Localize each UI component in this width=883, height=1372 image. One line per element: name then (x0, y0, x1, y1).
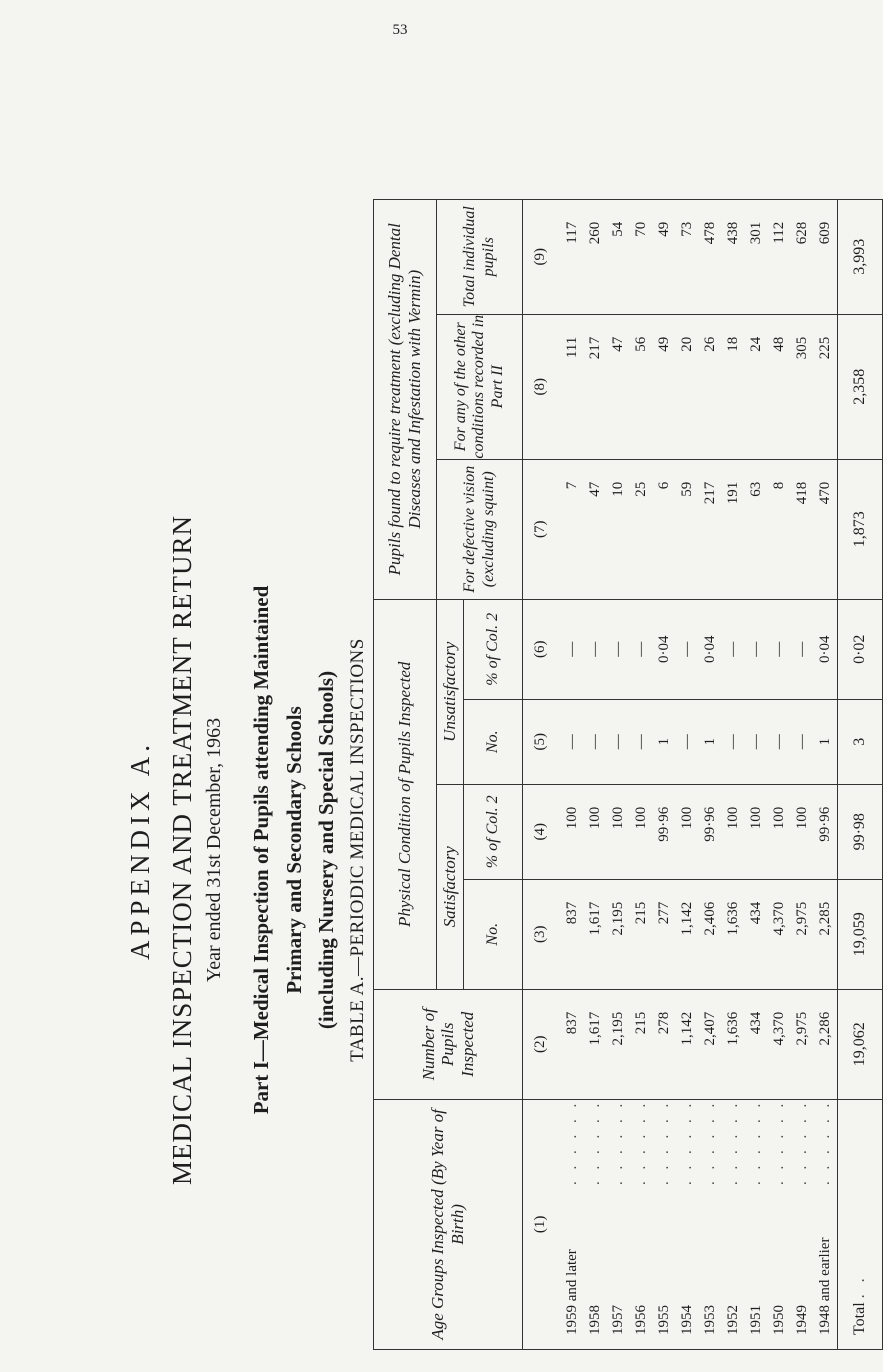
table-cell-total: 609 (817, 221, 833, 245)
other-column (557, 314, 838, 459)
table-cell-unsat-no: — (564, 734, 580, 750)
leader-dots: . . . . . . (587, 1099, 603, 1185)
total-sat-pct: 99·98 (838, 784, 883, 879)
table-cell-sat-no: 2,285 (817, 901, 833, 936)
table-cell-total: 49 (656, 221, 672, 237)
header-physical-condition: Physical Condition of Pupils Inspected (374, 599, 437, 989)
table-cell-total: 54 (610, 221, 626, 237)
sat-no-column (557, 879, 838, 989)
table-cell-total: 117 (564, 221, 580, 244)
leader-dots: . . . . . . (702, 1099, 718, 1185)
table-cell-sat-pct: 100 (610, 806, 626, 830)
total-inspected: 19,062 (838, 989, 883, 1099)
table-cell-vision: 8 (771, 481, 787, 490)
age-group-label: 1952 (725, 1305, 741, 1335)
rotated-sheet (25, 40, 868, 1350)
table-cell-inspected: 2,407 (702, 1011, 718, 1046)
table-cell-unsat-no: — (610, 734, 626, 750)
total-sat-no: 19,059 (838, 879, 883, 989)
age-group-label: 1953 (702, 1305, 718, 1335)
table-cell-vision: 47 (587, 481, 603, 497)
column-number: (3) (523, 879, 558, 989)
table-cell-other: 225 (817, 336, 833, 360)
table-cell-unsat-pct: — (748, 641, 764, 657)
table-cell-vision: 63 (748, 481, 764, 497)
table-cell-sat-no: 837 (564, 901, 580, 925)
table-cell-unsat-pct: 0·04 (702, 635, 718, 663)
age-group-label: 1948 and earlier (817, 1237, 833, 1335)
table-cell-unsat-no: — (587, 734, 603, 750)
table-cell-vision: 6 (656, 481, 672, 490)
total-dots: . . (851, 1274, 868, 1299)
header-sat-no: No. (464, 879, 523, 989)
table-cell-inspected: 215 (633, 1011, 649, 1035)
total-row (838, 199, 883, 1349)
table-cell-age (814, 1100, 837, 1349)
table-cell-sat-pct: 100 (771, 806, 787, 830)
table-cell-other: 26 (702, 336, 718, 352)
table-cell-unsat-no: — (794, 734, 810, 750)
table-cell-unsat-no: — (633, 734, 649, 750)
column-number: (7) (523, 459, 558, 599)
column-number: (5) (523, 699, 558, 784)
table-cell-unsat-no: — (725, 734, 741, 750)
age-group-list (557, 1100, 837, 1349)
table-cell-total: 112 (771, 221, 787, 244)
table-cell-other: 305 (794, 336, 810, 360)
table-cell-sat-no: 1,636 (725, 901, 741, 936)
table-cell-sat-no: 1,617 (587, 901, 603, 936)
table-cell-inspected: 2,195 (610, 1011, 626, 1046)
table-cell-vision: 7 (564, 481, 580, 490)
table-cell-total: 438 (725, 221, 741, 245)
header-pupils-found: Pupils found to require treatment (excluding Dental Diseases and Infestation with Vermin) (374, 199, 437, 599)
column-number: (2) (523, 989, 558, 1099)
column-number: (6) (523, 599, 558, 699)
table-cell-age (791, 1100, 814, 1349)
header-other-conditions: For any of the other conditions recorded in Part II (437, 314, 523, 459)
table-cell-unsat-no: 1 (702, 738, 718, 746)
header-defective-vision: For defective vision (excluding squint) (437, 459, 523, 599)
part-title: Part I—Medical Inspection of Pupils attending Maintained (249, 585, 273, 1115)
unsat-no-list (557, 700, 837, 784)
table-cell-unsat-pct: — (679, 641, 695, 657)
leader-dots: . . . . . . (794, 1099, 810, 1185)
part-subtitle: Primary and Secondary Schools (282, 706, 306, 994)
table-cell-vision: 470 (817, 481, 833, 505)
column-number: (8) (523, 314, 558, 459)
table-cell-inspected: 4,370 (771, 1011, 787, 1046)
table-cell-total: 478 (702, 221, 718, 245)
unsat-pct-list (557, 600, 837, 699)
table-cell-age (722, 1100, 745, 1349)
age-group-column (557, 1099, 838, 1349)
age-group-label: 1956 (633, 1305, 649, 1335)
table-cell-total: 301 (748, 221, 764, 245)
total-other: 2,358 (838, 314, 883, 459)
header-age-groups: Age Groups Inspected (By Year of Birth) (374, 1099, 523, 1349)
table-cell-other: 217 (587, 336, 603, 360)
header-satisfactory: Satisfactory (437, 784, 464, 989)
table-cell-unsat-no: — (748, 734, 764, 750)
total-column (557, 199, 838, 314)
leader-dots: . . . . . . (748, 1099, 764, 1185)
column-number-row (523, 199, 558, 1349)
table-cell-other: 20 (679, 336, 695, 352)
table-cell-unsat-pct: — (725, 641, 741, 657)
table-cell-age (584, 1100, 607, 1349)
table-cell-age (676, 1100, 699, 1349)
age-group-label: 1958 (587, 1305, 603, 1335)
leader-dots: . . . . . . (656, 1099, 672, 1185)
table-cell-sat-no: 2,195 (610, 901, 626, 936)
table-cell-inspected: 2,975 (794, 1011, 810, 1046)
sat-no-list (557, 880, 837, 989)
table-cell-inspected: 278 (656, 1011, 672, 1035)
header-sat-pct: % of Col. 2 (464, 784, 523, 879)
column-number: (9) (523, 199, 558, 314)
header-unsatisfactory: Unsatisfactory (437, 599, 464, 784)
table-cell-sat-no: 215 (633, 901, 649, 925)
table-cell-total: 70 (633, 221, 649, 237)
table-cell-other: 49 (656, 336, 672, 352)
table-cell-other: 56 (633, 336, 649, 352)
table-cell-sat-pct: 100 (633, 806, 649, 830)
column-number: (4) (523, 784, 558, 879)
table-cell-vision: 10 (610, 481, 626, 497)
header-total-individual: Total individual pupils (437, 199, 523, 314)
table-cell-age (607, 1100, 630, 1349)
appendix-heading: APPENDIX A. (125, 739, 155, 961)
table-cell-inspected: 2,286 (817, 1011, 833, 1046)
table-cell-vision: 418 (794, 481, 810, 505)
table-cell-total: 73 (679, 221, 695, 237)
part-subtitle-schools: (including Nursery and Special Schools) (314, 670, 338, 1030)
inspected-list (557, 990, 837, 1099)
age-group-label: 1959 and later (564, 1249, 580, 1335)
sat-pct-list (557, 785, 837, 879)
table-cell-inspected: 434 (748, 1011, 764, 1035)
age-group-label: 1957 (610, 1305, 626, 1335)
table-cell-unsat-pct: — (587, 641, 603, 657)
table-cell-sat-pct: 99·96 (656, 806, 672, 842)
table-cell-other: 48 (771, 336, 787, 352)
table-cell-unsat-pct: — (633, 641, 649, 657)
table-cell-sat-pct: 99·96 (817, 806, 833, 842)
table-cell-sat-no: 4,370 (771, 901, 787, 936)
table-cell-other: 111 (564, 336, 580, 359)
other-list (557, 315, 837, 459)
page-number: 53 (392, 22, 408, 38)
vision-column (557, 459, 838, 599)
sat-pct-column (557, 784, 838, 879)
total-vision: 1,873 (838, 459, 883, 599)
total-list (557, 200, 837, 314)
column-number: (1) (523, 1099, 558, 1349)
table-cell-total: 260 (587, 221, 603, 245)
table-cell-sat-pct: 100 (725, 806, 741, 830)
table-cell-inspected: 837 (564, 1011, 580, 1035)
unsat-pct-column (557, 599, 838, 699)
table-cell-vision: 59 (679, 481, 695, 497)
table-cell-unsat-no: 1 (656, 738, 672, 746)
table-cell-inspected: 1,142 (679, 1011, 695, 1046)
total-unsat-no: 3 (838, 699, 883, 784)
age-group-label: 1951 (748, 1305, 764, 1335)
main-title: MEDICAL INSPECTION AND TREATMENT RETURN (167, 515, 197, 1186)
table-cell-age (630, 1100, 653, 1349)
table-cell-age (745, 1100, 768, 1349)
table-cell-sat-no: 434 (748, 901, 764, 925)
table-cell-sat-pct: 100 (564, 806, 580, 830)
table-cell-sat-pct: 100 (587, 806, 603, 830)
table-title: TABLE A.—PERIODIC MEDICAL INSPECTIONS (347, 638, 368, 1062)
table-cell-other: 18 (725, 336, 741, 352)
table-cell-sat-pct: 100 (679, 806, 695, 830)
inspected-column (557, 989, 838, 1099)
header-unsat-pct: % of Col. 2 (464, 599, 523, 699)
table-cell-sat-pct: 100 (794, 806, 810, 830)
table-cell-total: 628 (794, 221, 810, 245)
table-cell-unsat-pct: 0·04 (817, 635, 833, 663)
leader-dots: . . . . . . (817, 1099, 833, 1185)
age-group-label: 1954 (679, 1305, 695, 1335)
table-cell-sat-no: 277 (656, 901, 672, 925)
leader-dots: . . . . . . (679, 1099, 695, 1185)
leader-dots: . . . . . . (771, 1099, 787, 1185)
total-label: Total (851, 1302, 868, 1335)
table-cell-unsat-no: — (771, 734, 787, 750)
leader-dots: . . . . . . (633, 1099, 649, 1185)
table-cell-unsat-no: — (679, 734, 695, 750)
table-cell-other: 47 (610, 336, 626, 352)
table-cell-inspected: 1,617 (587, 1011, 603, 1046)
leader-dots: . . . . . . (564, 1099, 580, 1185)
table-cell-sat-no: 1,142 (679, 901, 695, 936)
table-cell-unsat-pct: — (610, 641, 626, 657)
unsat-no-column (557, 699, 838, 784)
age-group-label: 1949 (794, 1305, 810, 1335)
table-cell-age (768, 1100, 791, 1349)
table-cell-vision: 191 (725, 481, 741, 505)
vision-list (557, 460, 837, 599)
table-cell-inspected: 1,636 (725, 1011, 741, 1046)
total-label-cell (838, 1099, 883, 1349)
header-unsat-no: No. (464, 699, 523, 784)
table-cell-unsat-no: 1 (817, 738, 833, 746)
table-cell-vision: 217 (702, 481, 718, 505)
table-cell-age (561, 1100, 584, 1349)
table-cell-sat-pct: 99·96 (702, 806, 718, 842)
total-individual: 3,993 (838, 199, 883, 314)
age-group-label: 1950 (771, 1305, 787, 1335)
total-unsat-pct: 0·02 (838, 599, 883, 699)
inspections-table (373, 199, 883, 1350)
leader-dots: . . . . . . (610, 1099, 626, 1185)
table-cell-unsat-pct: — (564, 641, 580, 657)
table-cell-other: 24 (748, 336, 764, 352)
table-cell-sat-no: 2,406 (702, 901, 718, 936)
table-cell-sat-pct: 100 (748, 806, 764, 830)
age-group-label: 1955 (656, 1305, 672, 1335)
table-cell-unsat-pct: — (794, 641, 810, 657)
subtitle: Year ended 31st December, 1963 (203, 717, 225, 983)
header-number-inspected: Number of Pupils Inspected (374, 989, 523, 1099)
table-cell-sat-no: 2,975 (794, 901, 810, 936)
table-cell-unsat-pct: — (771, 641, 787, 657)
table-cell-age (699, 1100, 722, 1349)
table-cell-unsat-pct: 0·04 (656, 635, 672, 663)
table-cell-vision: 25 (633, 481, 649, 497)
table-cell-age (653, 1100, 676, 1349)
table-body-row (557, 199, 838, 1349)
leader-dots: . . . . . . (725, 1099, 741, 1185)
